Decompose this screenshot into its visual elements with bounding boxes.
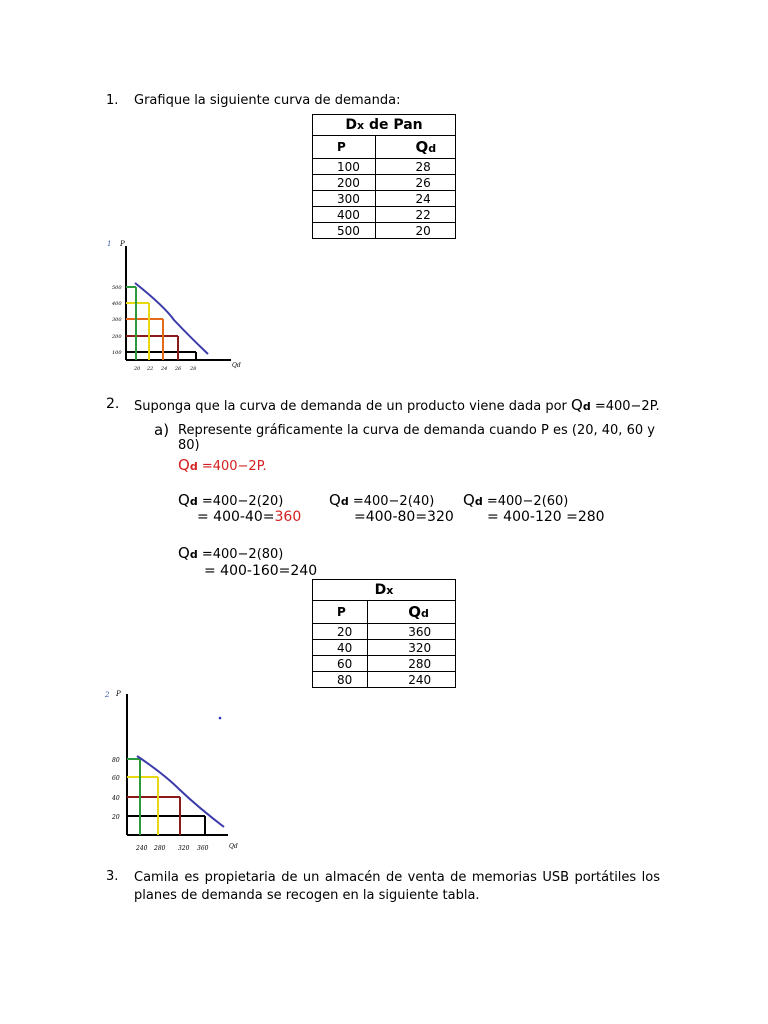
cell-qd: 28 — [375, 159, 455, 175]
q2a-calc4: Qd =400−2(80) — [178, 544, 284, 562]
cell-p: 400 — [313, 207, 376, 223]
cell-p: 200 — [313, 175, 376, 191]
q2-col-p: P — [313, 601, 368, 624]
q1-y-tick: 300 — [112, 317, 122, 323]
table-row — [313, 207, 456, 223]
q2-demand-chart — [104, 686, 254, 856]
q2-x-tick: 280 — [154, 845, 166, 852]
q2-col-qd: Qd — [368, 601, 456, 624]
cell-p: 500 — [313, 223, 376, 239]
cell-p: 80 — [313, 672, 368, 688]
q1-x-tick: 22 — [147, 366, 154, 372]
q2a-calc3-result: = 400-120 =280 — [487, 509, 605, 525]
q1-demand-chart — [104, 238, 254, 376]
q2-y-tick: 20 — [112, 814, 120, 821]
q2-y-tick: 60 — [112, 775, 120, 782]
cell-qd: 26 — [375, 175, 455, 191]
table-row — [313, 191, 456, 207]
table-row — [313, 223, 456, 239]
q2-y-axis-label: P — [116, 690, 121, 698]
cell-qd: 360 — [368, 624, 456, 640]
stray-dot — [219, 717, 222, 720]
q1-x-tick: 28 — [190, 366, 197, 372]
q3-text: Camila es propietaria de un almacén de venta de memorias USB portátiles los planes de demanda se recogen en la siguiente tabla. — [134, 870, 660, 903]
q2-x-tick: 320 — [178, 845, 190, 852]
q2a-calc1: Qd =400−2(20) — [178, 491, 284, 509]
q2a-calc4-result: = 400-160=240 — [204, 563, 318, 579]
q1-x-tick: 26 — [175, 366, 182, 372]
q1-table — [312, 114, 456, 239]
cell-qd: 22 — [375, 207, 455, 223]
q1-y-tick: 100 — [112, 350, 122, 356]
q2-text: Suponga que la curva de demanda de un producto viene dada por Qd =400−2P. — [134, 396, 660, 414]
q2-table — [312, 579, 456, 688]
cell-qd: 240 — [368, 672, 456, 688]
table-row — [313, 656, 456, 672]
q1-x-tick: 24 — [161, 366, 168, 372]
table-row — [313, 672, 456, 688]
q1-col-p: P — [313, 136, 376, 159]
table-row — [313, 175, 456, 191]
q1-x-tick: 20 — [134, 366, 141, 372]
q1-fig-label: 1 — [107, 240, 112, 248]
cell-qd: 280 — [368, 656, 456, 672]
q2-number: 2. — [106, 396, 120, 412]
q1-y-axis-label: P — [120, 240, 125, 248]
q1-y-tick: 500 — [112, 285, 122, 291]
q2-x-tick: 360 — [197, 845, 209, 852]
q1-y-tick: 200 — [112, 334, 122, 340]
q2-y-tick: 80 — [112, 757, 120, 764]
q2-x-tick: 240 — [136, 845, 148, 852]
q1-y-tick: 400 — [112, 301, 122, 307]
q1-table-title: Dx de Pan — [313, 115, 456, 136]
q1-col-qd: Qd — [375, 136, 455, 159]
q1-x-axis-label: Qd — [232, 362, 241, 369]
q2a-text-line2: 80) — [178, 438, 200, 453]
cell-qd: 320 — [368, 640, 456, 656]
cell-p: 20 — [313, 624, 368, 640]
q2-table-title: Dx — [313, 580, 456, 601]
q2a-calc1-result: = 400-40=360 — [197, 509, 302, 525]
q2a-label: a) — [154, 421, 170, 439]
q2a-red-equation: Qd =400−2P. — [178, 456, 267, 474]
table-row — [313, 640, 456, 656]
cell-qd: 20 — [375, 223, 455, 239]
q1-number: 1. — [106, 93, 119, 108]
cell-p: 100 — [313, 159, 376, 175]
table-row — [313, 624, 456, 640]
cell-p: 60 — [313, 656, 368, 672]
q2a-calc3: Qd =400−2(60) — [463, 491, 569, 509]
q2-x-axis-label: Qd — [229, 843, 238, 850]
q3-number: 3. — [106, 869, 119, 884]
cell-p: 40 — [313, 640, 368, 656]
q1-text: Grafique la siguiente curva de demanda: — [134, 93, 401, 108]
cell-p: 300 — [313, 191, 376, 207]
q2-y-tick: 40 — [112, 795, 120, 802]
table-row — [313, 159, 456, 175]
cell-qd: 24 — [375, 191, 455, 207]
q2a-text-line1: Represente gráficamente la curva de demanda cuando P es (20, 40, 60 y — [178, 423, 655, 438]
q2-fig-label: 2 — [105, 691, 110, 699]
q2a-calc2: Qd =400−2(40) — [329, 491, 435, 509]
q2a-calc2-result: =400-80=320 — [354, 509, 454, 525]
